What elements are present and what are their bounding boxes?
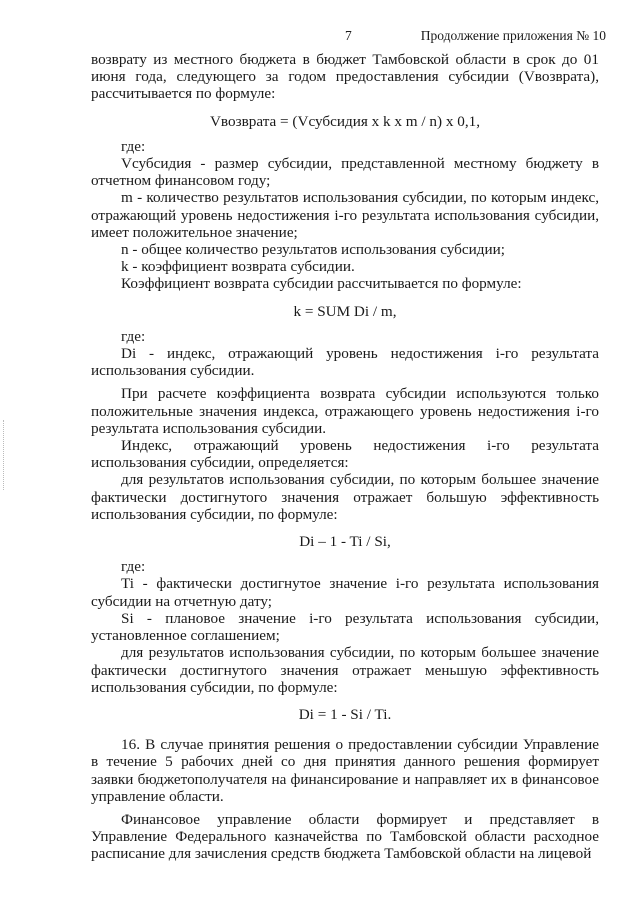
formula-di-2: Di = 1 - Si / Ti. bbox=[298, 705, 392, 723]
definition-k: k - коэффициент возврата субсидии. bbox=[121, 258, 355, 276]
definition-ti: Ti - фактически достигнутое значение i-го результата использования субсидии на отчетную дату; bbox=[91, 575, 599, 610]
where-label: где: bbox=[121, 327, 146, 345]
paragraph: Финансовое управление области формирует и представляет в Управление Федерального казначейства по Тамбовской области расходное расписание для зачисления средств бюджета Тамбовской области на лицевой bbox=[91, 810, 599, 863]
definition-di: Di - индекс, отражающий уровень недостижения i-го результата использования субсидии. bbox=[91, 345, 599, 380]
paragraph: Индекс, отражающий уровень недостижения i-го результата использования субсидии, определяется: bbox=[91, 437, 599, 472]
definition-n: n - общее количество результатов использования субсидии; bbox=[121, 241, 505, 259]
formula-v-return: Vвозврата = (Vсубсидия x k x m / n) x 0,1, bbox=[209, 112, 481, 130]
paragraph: для результатов использования субсидии, по которым большее значение фактически достигнутого значения отражает большую эффективность использования субсидии, по формуле: bbox=[91, 471, 599, 523]
page-number: 7 bbox=[345, 28, 352, 43]
scan-margin-marks bbox=[3, 420, 6, 490]
appendix-label: Продолжение приложения № 10 bbox=[420, 28, 606, 43]
paragraph: для результатов использования субсидии, по которым большее значение фактически достигнутого значения отражает меньшую эффективность использования субсидии, по формуле: bbox=[91, 644, 599, 696]
formula-di-1: Di – 1 - Ti / Si, bbox=[299, 533, 391, 551]
definition-si: Si - плановое значение i-го результата использования субсидии, установленное соглашением; bbox=[91, 609, 599, 645]
where-label: где: bbox=[121, 137, 146, 155]
definition-v-subsidy: Vсубсидия - размер субсидии, представленной местному бюджету в отчетном финансовом году; bbox=[91, 155, 599, 190]
paragraph-section-16: 16. В случае принятия решения о предоставлении субсидии Управление в течение 5 рабочих дней со дня принятия данного решения формирует заявки бюджетополучателя на финансирование и направляет их в финансовое управление области. bbox=[91, 736, 599, 805]
definition-m: m - количество результатов использования субсидии, по которым индекс, отражающий уровень недостижения i-го результата использования субсидии, имеет положительное значение; bbox=[91, 189, 599, 241]
paragraph: Коэффициент возврата субсидии рассчитывается по формуле: bbox=[121, 275, 522, 293]
document-body bbox=[91, 51, 599, 863]
where-label: где: bbox=[121, 558, 146, 576]
page-header bbox=[0, 28, 640, 48]
formula-k: k = SUM Di / m, bbox=[293, 302, 397, 320]
paragraph: возврату из местного бюджета в бюджет Тамбовской области в срок до 01 июня года, следующего за годом предоставления субсидии (Vвозврата), рассчитывается по формуле: bbox=[91, 51, 599, 103]
paragraph: При расчете коэффициента возврата субсидии используются только положительные значения индекса, отражающего уровень недостижения i-го результата использования субсидии. bbox=[91, 385, 599, 437]
